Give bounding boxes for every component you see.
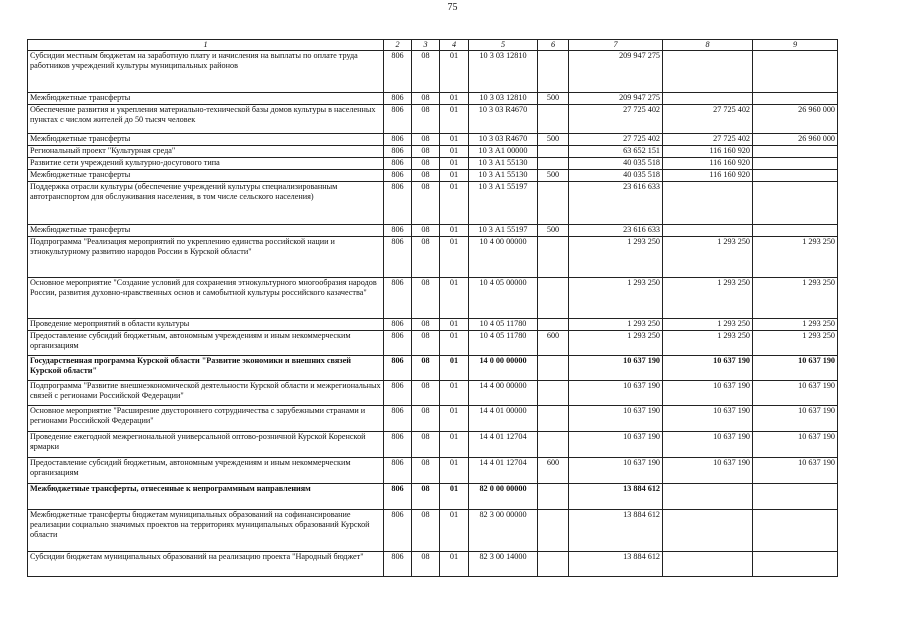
row-c5-cell: 10 3 А1 55130 (469, 170, 538, 182)
row-c4-cell: 01 (440, 432, 469, 458)
column-number-9: 9 (753, 40, 838, 51)
row-c7-cell: 40 035 518 (569, 170, 663, 182)
row-c7-cell: 209 947 275 (569, 51, 663, 93)
row-c5-cell: 10 3 А1 00000 (469, 146, 538, 158)
row-c2-cell: 806 (384, 158, 412, 170)
row-c3-cell: 08 (412, 225, 440, 237)
row-c9-cell (753, 51, 838, 93)
table-row (28, 134, 838, 146)
row-name-cell: Обеспечение развития и укрепления материально-технической базы домов культуры в населенных пунктах с числом жителей до 50 тысяч человек (28, 105, 384, 134)
row-c4-cell: 01 (440, 158, 469, 170)
row-c3-cell: 08 (412, 458, 440, 484)
table-row (28, 381, 838, 406)
budget-table (27, 39, 838, 577)
row-c9-cell: 10 637 190 (753, 458, 838, 484)
row-c5-cell: 10 3 А1 55197 (469, 225, 538, 237)
column-number-4: 4 (440, 40, 469, 51)
row-c6-cell (538, 319, 569, 331)
row-c6-cell: 500 (538, 170, 569, 182)
row-c7-cell: 1 293 250 (569, 331, 663, 356)
row-c6-cell (538, 105, 569, 134)
row-c6-cell (538, 182, 569, 225)
row-c4-cell: 01 (440, 381, 469, 406)
row-c3-cell: 08 (412, 134, 440, 146)
table-row (28, 319, 838, 331)
row-c5-cell: 14 4 01 12704 (469, 432, 538, 458)
row-c7-cell: 10 637 190 (569, 458, 663, 484)
row-c9-cell: 10 637 190 (753, 406, 838, 432)
row-c3-cell: 08 (412, 93, 440, 105)
row-c4-cell: 01 (440, 484, 469, 510)
row-c3-cell: 08 (412, 158, 440, 170)
row-c8-cell (663, 510, 753, 552)
row-name-cell: Межбюджетные трансферты (28, 225, 384, 237)
row-name-cell: Региональный проект "Культурная среда" (28, 146, 384, 158)
row-c6-cell (538, 406, 569, 432)
row-c5-cell: 10 4 05 11780 (469, 331, 538, 356)
row-c3-cell: 08 (412, 484, 440, 510)
row-c4-cell: 01 (440, 319, 469, 331)
row-c4-cell: 01 (440, 510, 469, 552)
row-c8-cell: 116 160 920 (663, 146, 753, 158)
row-c6-cell (538, 237, 569, 278)
column-number-1: 1 (28, 40, 384, 51)
row-c2-cell: 806 (384, 237, 412, 278)
row-c2-cell: 806 (384, 134, 412, 146)
row-c7-cell: 40 035 518 (569, 158, 663, 170)
row-c5-cell: 14 4 00 00000 (469, 381, 538, 406)
row-name-cell: Основное мероприятие "Расширение двустороннего сотрудничества с зарубежными странами и регионами Российской Федерации" (28, 406, 384, 432)
column-number-5: 5 (469, 40, 538, 51)
column-number-8: 8 (663, 40, 753, 51)
row-c7-cell: 10 637 190 (569, 356, 663, 381)
table-row (28, 510, 838, 552)
row-c3-cell: 08 (412, 319, 440, 331)
row-c8-cell: 27 725 402 (663, 134, 753, 146)
row-c6-cell: 500 (538, 93, 569, 105)
row-c8-cell: 1 293 250 (663, 319, 753, 331)
row-c2-cell: 806 (384, 510, 412, 552)
row-c5-cell: 14 0 00 00000 (469, 356, 538, 381)
table-row (28, 170, 838, 182)
row-c2-cell: 806 (384, 331, 412, 356)
row-c2-cell: 806 (384, 93, 412, 105)
row-c9-cell: 1 293 250 (753, 319, 838, 331)
row-c6-cell: 600 (538, 331, 569, 356)
row-c9-cell: 1 293 250 (753, 331, 838, 356)
table-row (28, 458, 838, 484)
row-c2-cell: 806 (384, 51, 412, 93)
row-c8-cell: 116 160 920 (663, 158, 753, 170)
row-name-cell: Основное мероприятие "Создание условий для сохранения этнокультурного многообразия народов России, развития духовно-нравственных основ и самобытной культуры российского казачества" (28, 278, 384, 319)
table-body (28, 51, 838, 577)
row-c2-cell: 806 (384, 432, 412, 458)
row-c8-cell: 10 637 190 (663, 432, 753, 458)
row-c8-cell (663, 51, 753, 93)
row-c8-cell (663, 225, 753, 237)
row-c6-cell: 600 (538, 458, 569, 484)
row-c6-cell (538, 51, 569, 93)
column-number-3: 3 (412, 40, 440, 51)
row-c9-cell: 26 960 000 (753, 105, 838, 134)
row-c6-cell (538, 158, 569, 170)
row-name-cell: Субсидии местным бюджетам на заработную плату и начисления на выплаты по оплате труда работников учреждений культуры муниципальных районов (28, 51, 384, 93)
table-row (28, 146, 838, 158)
row-c5-cell: 10 3 03 12810 (469, 51, 538, 93)
row-c3-cell: 08 (412, 278, 440, 319)
row-c2-cell: 806 (384, 319, 412, 331)
row-c8-cell: 1 293 250 (663, 278, 753, 319)
row-c9-cell (753, 93, 838, 105)
row-c8-cell: 10 637 190 (663, 356, 753, 381)
row-c8-cell (663, 484, 753, 510)
table-row (28, 432, 838, 458)
row-c4-cell: 01 (440, 331, 469, 356)
row-c5-cell: 10 4 05 11780 (469, 319, 538, 331)
row-name-cell: Проведение ежегодной межрегиональной универсальной оптово-розничной Курской Коренской ярмарки (28, 432, 384, 458)
row-c8-cell (663, 93, 753, 105)
row-c2-cell: 806 (384, 182, 412, 225)
row-c7-cell: 209 947 275 (569, 93, 663, 105)
row-c7-cell: 1 293 250 (569, 278, 663, 319)
row-c8-cell (663, 552, 753, 577)
row-c8-cell (663, 182, 753, 225)
row-c6-cell (538, 356, 569, 381)
row-c5-cell: 10 3 03 12810 (469, 93, 538, 105)
table-row (28, 484, 838, 510)
row-c9-cell: 10 637 190 (753, 432, 838, 458)
row-c9-cell: 26 960 000 (753, 134, 838, 146)
row-c6-cell (538, 278, 569, 319)
row-c3-cell: 08 (412, 510, 440, 552)
row-c4-cell: 01 (440, 134, 469, 146)
row-c6-cell (538, 484, 569, 510)
row-c8-cell: 10 637 190 (663, 458, 753, 484)
row-c7-cell: 13 884 612 (569, 510, 663, 552)
row-c5-cell: 10 3 А1 55197 (469, 182, 538, 225)
row-c7-cell: 27 725 402 (569, 105, 663, 134)
column-number-6: 6 (538, 40, 569, 51)
row-c3-cell: 08 (412, 331, 440, 356)
row-c9-cell (753, 510, 838, 552)
row-c4-cell: 01 (440, 170, 469, 182)
row-name-cell: Поддержка отрасли культуры (обеспечение учреждений культуры специализированным автотранспортом для обслуживания населения, в том числе сельского населения) (28, 182, 384, 225)
row-c7-cell: 10 637 190 (569, 406, 663, 432)
row-c2-cell: 806 (384, 146, 412, 158)
row-c2-cell: 806 (384, 225, 412, 237)
row-name-cell: Межбюджетные трансферты (28, 93, 384, 105)
row-c8-cell: 10 637 190 (663, 381, 753, 406)
row-c3-cell: 08 (412, 432, 440, 458)
row-c8-cell: 10 637 190 (663, 406, 753, 432)
row-c8-cell: 27 725 402 (663, 105, 753, 134)
column-number-7: 7 (569, 40, 663, 51)
row-c9-cell (753, 170, 838, 182)
row-c3-cell: 08 (412, 105, 440, 134)
row-name-cell: Межбюджетные трансферты (28, 134, 384, 146)
row-name-cell: Субсидии бюджетам муниципальных образований на реализацию проекта "Народный бюджет" (28, 552, 384, 577)
row-c4-cell: 01 (440, 146, 469, 158)
row-c6-cell (538, 146, 569, 158)
row-c4-cell: 01 (440, 225, 469, 237)
row-c7-cell: 1 293 250 (569, 237, 663, 278)
row-c9-cell: 1 293 250 (753, 237, 838, 278)
row-c4-cell: 01 (440, 356, 469, 381)
row-c2-cell: 806 (384, 484, 412, 510)
table-row (28, 93, 838, 105)
row-c9-cell: 10 637 190 (753, 381, 838, 406)
row-c9-cell (753, 225, 838, 237)
row-c5-cell: 82 3 00 00000 (469, 510, 538, 552)
row-name-cell: Межбюджетные трансферты (28, 170, 384, 182)
row-c5-cell: 82 0 00 00000 (469, 484, 538, 510)
row-c2-cell: 806 (384, 105, 412, 134)
row-c7-cell: 63 652 151 (569, 146, 663, 158)
row-c4-cell: 01 (440, 406, 469, 432)
row-name-cell: Подпрограмма "Реализация мероприятий по укреплению единства российской нации и этнокультурному развитию народов России в Курской области" (28, 237, 384, 278)
row-c3-cell: 08 (412, 356, 440, 381)
row-c2-cell: 806 (384, 278, 412, 319)
table-row (28, 278, 838, 319)
row-c4-cell: 01 (440, 51, 469, 93)
row-c5-cell: 14 4 01 00000 (469, 406, 538, 432)
row-c7-cell: 1 293 250 (569, 319, 663, 331)
row-c5-cell: 10 3 03 R4670 (469, 105, 538, 134)
row-c6-cell (538, 510, 569, 552)
table-row (28, 158, 838, 170)
row-name-cell: Межбюджетные трансферты бюджетам муниципальных образований на софинансирование реализации социально значимых проектов на территориях муниципальных образований Курской области (28, 510, 384, 552)
row-c5-cell: 82 3 00 14000 (469, 552, 538, 577)
column-number-row (28, 40, 838, 51)
row-c2-cell: 806 (384, 406, 412, 432)
table-row (28, 105, 838, 134)
row-c4-cell: 01 (440, 237, 469, 278)
row-c5-cell: 10 3 А1 55130 (469, 158, 538, 170)
row-c9-cell (753, 182, 838, 225)
row-name-cell: Государственная программа Курской области "Развитие экономики и внешних связей Курской области" (28, 356, 384, 381)
row-c3-cell: 08 (412, 237, 440, 278)
row-c9-cell (753, 146, 838, 158)
row-name-cell: Развитие сети учреждений культурно-досугового типа (28, 158, 384, 170)
row-c5-cell: 10 3 03 R4670 (469, 134, 538, 146)
row-c4-cell: 01 (440, 105, 469, 134)
row-c2-cell: 806 (384, 552, 412, 577)
row-c7-cell: 10 637 190 (569, 432, 663, 458)
row-c6-cell: 500 (538, 134, 569, 146)
row-c2-cell: 806 (384, 170, 412, 182)
row-c8-cell: 116 160 920 (663, 170, 753, 182)
table-row (28, 182, 838, 225)
table-row (28, 406, 838, 432)
row-c3-cell: 08 (412, 406, 440, 432)
table-row (28, 356, 838, 381)
table-row (28, 51, 838, 93)
row-c4-cell: 01 (440, 552, 469, 577)
row-c7-cell: 23 616 633 (569, 225, 663, 237)
row-c6-cell (538, 381, 569, 406)
row-c7-cell: 27 725 402 (569, 134, 663, 146)
row-name-cell: Подпрограмма "Развитие внешнеэкономической деятельности Курской области и межрегиональных связей с регионами Российской Федерации" (28, 381, 384, 406)
row-c6-cell (538, 552, 569, 577)
row-c9-cell (753, 158, 838, 170)
row-name-cell: Предоставление субсидий бюджетным, автономным учреждениям и иным некоммерческим организациям (28, 458, 384, 484)
row-c9-cell (753, 552, 838, 577)
row-c8-cell: 1 293 250 (663, 331, 753, 356)
row-c2-cell: 806 (384, 356, 412, 381)
row-c4-cell: 01 (440, 93, 469, 105)
row-c7-cell: 13 884 612 (569, 552, 663, 577)
row-c9-cell: 10 637 190 (753, 356, 838, 381)
row-c3-cell: 08 (412, 381, 440, 406)
row-c2-cell: 806 (384, 381, 412, 406)
row-c5-cell: 14 4 01 12704 (469, 458, 538, 484)
row-c7-cell: 23 616 633 (569, 182, 663, 225)
row-c6-cell (538, 432, 569, 458)
row-c4-cell: 01 (440, 458, 469, 484)
row-c9-cell: 1 293 250 (753, 278, 838, 319)
row-c3-cell: 08 (412, 146, 440, 158)
table-row (28, 331, 838, 356)
row-c5-cell: 10 4 00 00000 (469, 237, 538, 278)
table-row (28, 237, 838, 278)
table-row (28, 552, 838, 577)
row-name-cell: Межбюджетные трансферты, отнесенные к непрограммным направлениям (28, 484, 384, 510)
row-c4-cell: 01 (440, 278, 469, 319)
column-number-2: 2 (384, 40, 412, 51)
row-c3-cell: 08 (412, 552, 440, 577)
row-c9-cell (753, 484, 838, 510)
row-c3-cell: 08 (412, 51, 440, 93)
row-c5-cell: 10 4 05 00000 (469, 278, 538, 319)
row-c8-cell: 1 293 250 (663, 237, 753, 278)
row-name-cell: Проведение мероприятий в области культуры (28, 319, 384, 331)
row-c3-cell: 08 (412, 182, 440, 225)
row-c6-cell: 500 (538, 225, 569, 237)
row-c2-cell: 806 (384, 458, 412, 484)
row-c3-cell: 08 (412, 170, 440, 182)
row-name-cell: Предоставление субсидий бюджетным, автономным учреждениям и иным некоммерческим организациям (28, 331, 384, 356)
page-number: 75 (447, 2, 458, 13)
row-c7-cell: 10 637 190 (569, 381, 663, 406)
table-row (28, 225, 838, 237)
row-c7-cell: 13 884 612 (569, 484, 663, 510)
row-c4-cell: 01 (440, 182, 469, 225)
